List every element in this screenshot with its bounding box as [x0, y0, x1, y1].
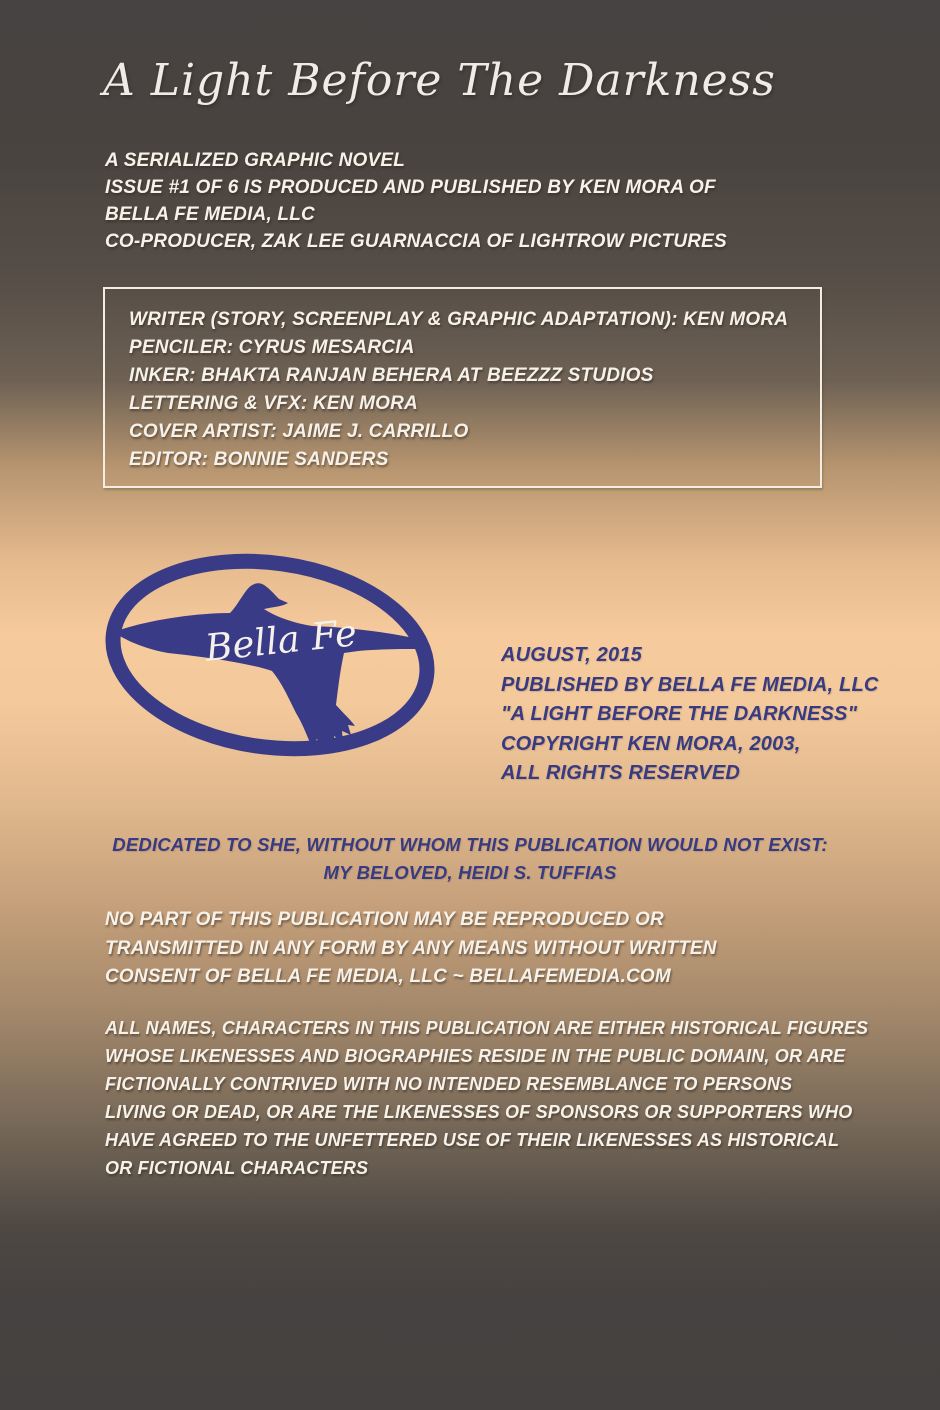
- text-line: PENCILER: CYRUS MESARCIA: [129, 337, 415, 358]
- text-line: ISSUE #1 OF 6 IS PRODUCED AND PUBLISHED BY KEN MORA OF: [105, 177, 716, 198]
- rights-notice: [105, 906, 717, 992]
- text-line: ALL RIGHTS RESERVED: [501, 762, 741, 784]
- credits-list: [129, 306, 788, 474]
- text-line: OR FICTIONAL CHARACTERS: [105, 1158, 369, 1178]
- text-line: "A LIGHT BEFORE THE DARKNESS": [501, 703, 858, 725]
- credits-box: [103, 287, 822, 488]
- logo-wordmark: Bella Fe: [203, 611, 359, 670]
- text-line: PUBLISHED BY BELLA FE MEDIA, LLC: [501, 673, 879, 696]
- text-line: TRANSMITTED IN ANY FORM BY ANY MEANS WITHOUT WRITTEN: [105, 937, 717, 959]
- text-line: DEDICATED TO SHE, WITHOUT WHOM THIS PUBLICATION WOULD NOT EXIST:: [112, 834, 828, 855]
- text-line: HAVE AGREED TO THE UNFETTERED USE OF THEIR LIKENESSES AS HISTORICAL: [105, 1130, 840, 1150]
- text-line: ALL NAMES, CHARACTERS IN THIS PUBLICATION ARE EITHER HISTORICAL FIGURES: [105, 1018, 869, 1038]
- text-line: NO PART OF THIS PUBLICATION MAY BE REPRODUCED OR: [105, 909, 664, 930]
- text-line: LIVING OR DEAD, OR ARE THE LIKENESSES OF SPONSORS OR SUPPORTERS WHO: [105, 1102, 853, 1122]
- text-line: CONSENT OF BELLA FE MEDIA, LLC ~ BELLAFEMEDIA.COM: [105, 966, 671, 987]
- text-line: A SERIALIZED GRAPHIC NOVEL: [105, 150, 406, 171]
- text-line: EDITOR: BONNIE SANDERS: [129, 449, 389, 470]
- text-line: WRITER (STORY, SCREENPLAY & GRAPHIC ADAPTATION): KEN MORA: [129, 309, 789, 330]
- text-line: FICTIONALLY CONTRIVED WITH NO INTENDED RESEMBLANCE TO PERSONS: [105, 1074, 793, 1094]
- bella-fe-logo: [98, 537, 452, 777]
- disclaimer: [105, 1014, 868, 1182]
- text-line: WHOSE LIKENESSES AND BIOGRAPHIES RESIDE IN THE PUBLIC DOMAIN, OR ARE: [105, 1046, 846, 1066]
- text-line: MY BELOVED, HEIDI S. TUFFIAS: [323, 862, 617, 883]
- text-line: AUGUST, 2015: [501, 644, 642, 666]
- text-line: CO-PRODUCER, ZAK LEE GUARNACCIA OF LIGHTROW PICTURES: [105, 231, 727, 252]
- text-line: LETTERING & VFX: KEN MORA: [129, 393, 418, 414]
- text-line: BELLA FE MEDIA, LLC: [105, 204, 315, 225]
- dedication: [0, 831, 940, 887]
- intro-paragraph: [105, 147, 727, 255]
- text-line: COVER ARTIST: JAIME J. CARRILLO: [129, 421, 469, 442]
- text-line: INKER: BHAKTA RANJAN BEHERA AT BEEZZZ STUDIOS: [129, 365, 654, 386]
- text-line: COPYRIGHT KEN MORA, 2003,: [501, 732, 801, 755]
- page-title: A Light Before The Darkness: [103, 55, 776, 106]
- publication-info: [501, 641, 879, 789]
